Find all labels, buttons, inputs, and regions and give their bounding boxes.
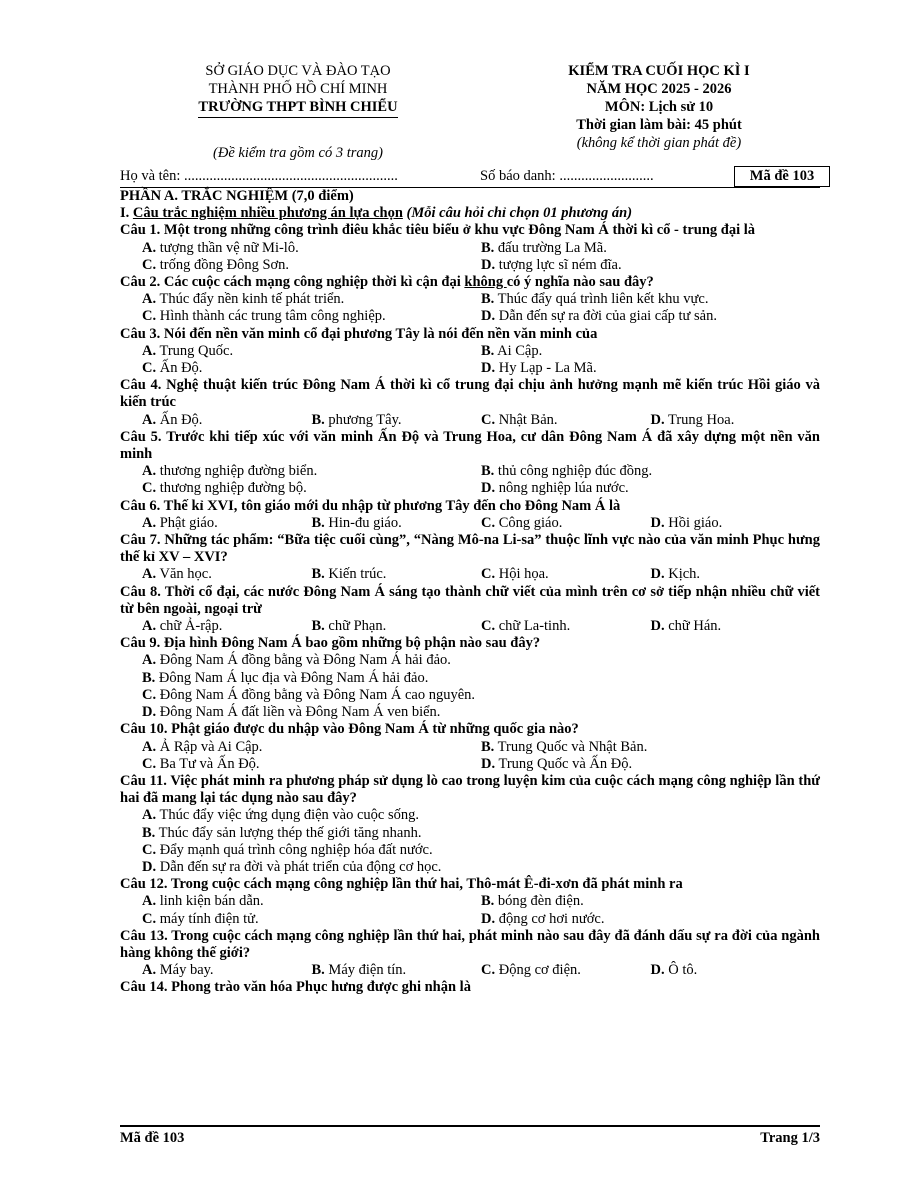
- option-1d[interactable]: [481, 257, 820, 274]
- question-3: Câu 3. Nói đến nền văn minh cổ đại phương Tây là nói đến nền văn minh của: [120, 325, 598, 342]
- question-9: Câu 9. Địa hình Đông Nam Á bao gồm những bộ phận nào sau đây?: [120, 635, 541, 652]
- option-letter: B.: [481, 239, 495, 256]
- option-1a[interactable]: [142, 240, 481, 257]
- option-text: Dẫn đến sự ra đời và phát triển của động cơ học.: [159, 858, 442, 875]
- option-letter: C.: [142, 686, 157, 703]
- option-letter: A.: [142, 652, 157, 669]
- option-text: Hồi giáo.: [668, 514, 723, 531]
- option-10b[interactable]: [481, 739, 820, 756]
- option-text: nông nghiệp lúa nước.: [498, 480, 629, 497]
- option-text: Ả Rập và Ai Cập.: [159, 738, 263, 755]
- duration-note: (không kể thời gian phát đề): [576, 135, 742, 151]
- question-14: Câu 14. Phong trào văn hóa Phục hưng được ghi nhận là: [120, 979, 471, 996]
- exam-code-box: Mã đề 103: [734, 166, 830, 187]
- option-letter: B.: [142, 824, 156, 841]
- city: THÀNH PHỐ HỒ CHÍ MINH: [208, 81, 388, 97]
- question-6: Câu 6. Thế kỉ XVI, tôn giáo mới du nhập từ phương Tây đến cho Đông Nam Á là: [120, 497, 621, 514]
- option-text: linh kiện bán dẫn.: [159, 893, 264, 910]
- option-text: đấu trường La Mã.: [497, 239, 607, 256]
- option-letter: D.: [650, 566, 665, 583]
- option-text: thương nghiệp đường biển.: [159, 463, 318, 480]
- option-text: không: [464, 274, 507, 291]
- option-11b[interactable]: [120, 825, 820, 842]
- option-7d[interactable]: [651, 566, 821, 583]
- option-letter: C.: [142, 360, 157, 377]
- option-6b[interactable]: [312, 515, 482, 532]
- option-letter: A.: [142, 342, 157, 359]
- option-5d[interactable]: [481, 480, 820, 497]
- option-text: chữ Ả-rập.: [159, 618, 223, 635]
- option-12b[interactable]: [481, 893, 820, 910]
- option-letter: A.: [142, 239, 157, 256]
- student-info: [120, 166, 820, 186]
- exam-title: KIỂM TRA CUỐI HỌC KÌ I: [568, 63, 750, 79]
- question-5: Câu 5. Trước khi tiếp xúc với văn minh Ấn Độ và Trung Hoa, cư dân Đông Nam Á đã xây dựng một nền văn minh: [120, 428, 820, 463]
- question-7: Câu 7. Những tác phẩm: “Bữa tiệc cuối cùng”, “Nàng Mô-na Li-sa” thuộc lĩnh vực nào của văn minh Phục hưng thế kỉ XV – XVI?: [120, 532, 820, 566]
- option-4b[interactable]: [312, 412, 482, 429]
- option-text: Đông Nam Á lục địa và Đông Nam Á hải đảo.: [158, 669, 429, 686]
- option-text: Hin-đu giáo.: [328, 514, 402, 531]
- header-left: [120, 62, 476, 118]
- option-8c[interactable]: [481, 618, 651, 635]
- option-text: thương nghiệp đường bộ.: [159, 480, 307, 497]
- option-letter: C.: [142, 308, 157, 325]
- option-11a[interactable]: [120, 807, 820, 824]
- option-text: chữ Phạn.: [328, 618, 387, 635]
- option-text: Trung Hoa.: [667, 411, 735, 428]
- question-2: [120, 274, 820, 291]
- option-text: Công giáo.: [498, 514, 563, 531]
- option-letter: D.: [481, 360, 496, 377]
- option-letter: D.: [142, 704, 157, 721]
- option-2d[interactable]: [481, 308, 820, 325]
- option-text: Phật giáo.: [159, 514, 218, 531]
- option-3b[interactable]: [481, 343, 820, 360]
- option-letter: D.: [650, 962, 665, 979]
- option-letter: C.: [481, 962, 496, 979]
- option-9a[interactable]: [120, 652, 820, 669]
- option-9c[interactable]: [120, 687, 820, 704]
- option-letter: B.: [481, 342, 495, 359]
- option-letter: D.: [481, 308, 496, 325]
- option-letter: B.: [311, 962, 325, 979]
- option-13c[interactable]: [481, 962, 651, 979]
- option-5a[interactable]: [142, 463, 481, 480]
- option-text: I.: [120, 205, 133, 222]
- option-letter: C.: [142, 910, 157, 927]
- header-right: [500, 62, 818, 152]
- option-10a[interactable]: [142, 739, 481, 756]
- option-text: Máy bay.: [159, 962, 214, 979]
- option-11c[interactable]: [120, 842, 820, 859]
- option-text: tượng thần vệ nữ Mi-lô.: [159, 239, 299, 256]
- section-title: PHẦN A. TRẮC NGHIỆM (7,0 điểm): [120, 188, 354, 204]
- option-text: Trung Quốc và Ấn Độ.: [498, 755, 633, 772]
- option-text: Thúc đẩy việc ứng dụng điện vào cuộc sống.: [159, 807, 420, 824]
- option-text: Đông Nam Á đồng bằng và Đông Nam Á cao nguyên.: [159, 686, 476, 703]
- option-text: Hy Lạp - La Mã.: [498, 360, 597, 377]
- option-10d[interactable]: [481, 756, 820, 773]
- option-9b[interactable]: [120, 670, 820, 687]
- option-letter: C.: [481, 411, 496, 428]
- option-letter: D.: [650, 618, 665, 635]
- option-10c[interactable]: [142, 756, 481, 773]
- option-letter: A.: [142, 893, 157, 910]
- option-text: Câu trắc nghiệm nhiều phương án lựa chọn: [132, 205, 403, 222]
- option-letter: A.: [142, 738, 157, 755]
- option-text: Động cơ điện.: [498, 962, 581, 979]
- option-text: Nhật Bản.: [498, 411, 558, 428]
- option-7a[interactable]: [142, 566, 312, 583]
- option-text: Kiến trúc.: [328, 566, 387, 583]
- option-text: Ai Cập.: [497, 342, 543, 359]
- option-9d[interactable]: [120, 704, 820, 721]
- option-text: chữ Hán.: [668, 618, 722, 635]
- option-letter: B.: [481, 463, 495, 480]
- option-4d[interactable]: [651, 412, 821, 429]
- option-letter: A.: [142, 514, 157, 531]
- option-11d[interactable]: [120, 859, 820, 876]
- option-5c[interactable]: [142, 480, 481, 497]
- option-5b[interactable]: [481, 463, 820, 480]
- option-letter: C.: [481, 618, 496, 635]
- option-text: có ý nghĩa nào sau đây?: [506, 274, 654, 291]
- option-12d[interactable]: [481, 911, 820, 928]
- option-text: Ấn Độ.: [159, 360, 203, 377]
- option-letter: C.: [481, 514, 496, 531]
- section-subtitle: [120, 205, 820, 222]
- option-text: trống đồng Đông Sơn.: [159, 256, 290, 273]
- option-8a[interactable]: [142, 618, 312, 635]
- footer-divider: [120, 1125, 820, 1127]
- option-text: Câu 2. Các cuộc cách mạng công nghiệp thời kì cận đại: [120, 274, 465, 291]
- option-1c[interactable]: [142, 257, 481, 274]
- option-letter: B.: [142, 669, 156, 686]
- option-text: Thúc đẩy sản lượng thép thế giới tăng nhanh.: [158, 824, 422, 841]
- option-text: Thúc đẩy quá trình liên kết khu vực.: [497, 291, 709, 308]
- option-text: Văn học.: [159, 566, 212, 583]
- option-text: Dẫn đến sự ra đời của giai cấp tư sản.: [498, 308, 717, 325]
- option-text: (Mỗi câu hỏi chỉ chọn 01 phương án): [402, 205, 633, 222]
- option-3a[interactable]: [142, 343, 481, 360]
- option-12c[interactable]: [142, 911, 481, 928]
- option-letter: D.: [650, 411, 665, 428]
- option-letter: B.: [311, 618, 325, 635]
- option-text: thủ công nghiệp đúc đồng.: [497, 463, 653, 480]
- option-text: Hội họa.: [498, 566, 549, 583]
- option-letter: A.: [142, 411, 157, 428]
- option-text: Đông Nam Á đồng bằng và Đông Nam Á hải đảo.: [159, 652, 451, 669]
- option-text: Ba Tư và Ấn Độ.: [159, 755, 260, 772]
- question-10: Câu 10. Phật giáo được du nhập vào Đông Nam Á từ những quốc gia nào?: [120, 721, 579, 738]
- option-text: Máy điện tín.: [328, 962, 407, 979]
- pages-note: (Đề kiểm tra gồm có 3 trang): [213, 145, 383, 161]
- option-text: chữ La-tinh.: [498, 618, 571, 635]
- option-letter: D.: [481, 256, 496, 273]
- option-8b[interactable]: [312, 618, 482, 635]
- option-text: động cơ hơi nước.: [498, 910, 605, 927]
- option-letter: A.: [142, 962, 157, 979]
- option-12a[interactable]: [142, 893, 481, 910]
- option-13d[interactable]: [651, 962, 821, 979]
- option-text: Hình thành các trung tâm công nghiệp.: [159, 308, 386, 325]
- option-letter: D.: [481, 755, 496, 772]
- option-letter: D.: [650, 514, 665, 531]
- question-8: Câu 8. Thời cổ đại, các nước Đông Nam Á sáng tạo thành chữ viết của mình trên cơ sở tiếp nhận nhiều chữ viết từ bên ngoài, ngoại trừ: [120, 583, 820, 617]
- school-year: NĂM HỌC 2025 - 2026: [586, 81, 732, 97]
- exam-content: [120, 188, 820, 997]
- question-1: Câu 1. Một trong những công trình điêu khắc tiêu biểu ở khu vực Đông Nam Á thời kì cổ - trung đại là: [120, 222, 756, 239]
- option-letter: A.: [142, 566, 157, 583]
- option-letter: D.: [481, 480, 496, 497]
- option-letter: C.: [142, 256, 157, 273]
- option-7c[interactable]: [481, 566, 651, 583]
- option-text: phương Tây.: [328, 411, 402, 428]
- option-text: Ấn Độ.: [159, 411, 203, 428]
- option-letter: B.: [311, 411, 325, 428]
- student-name-field[interactable]: Họ và tên: ...........................................................: [120, 168, 398, 184]
- option-letter: B.: [481, 893, 495, 910]
- option-letter: B.: [481, 291, 495, 308]
- department: SỞ GIÁO DỤC VÀ ĐÀO TẠO: [205, 63, 391, 79]
- option-letter: D.: [481, 910, 496, 927]
- option-13a[interactable]: [142, 962, 312, 979]
- option-2b[interactable]: [481, 291, 820, 308]
- option-6c[interactable]: [481, 515, 651, 532]
- option-text: máy tính điện tử.: [159, 910, 259, 927]
- option-text: tượng lực sĩ ném đĩa.: [498, 256, 622, 273]
- option-text: Kịch.: [668, 566, 701, 583]
- option-letter: A.: [142, 618, 157, 635]
- option-6a[interactable]: [142, 515, 312, 532]
- footer-page-number: Trang 1/3: [760, 1130, 820, 1146]
- option-text: Thúc đẩy nền kinh tế phát triển.: [159, 291, 345, 308]
- option-text: Ô tô.: [668, 962, 698, 979]
- option-6d[interactable]: [651, 515, 821, 532]
- option-letter: C.: [481, 566, 496, 583]
- option-letter: C.: [142, 841, 157, 858]
- duration: Thời gian làm bài: 45 phút: [576, 117, 742, 133]
- option-letter: B.: [311, 514, 325, 531]
- option-7b[interactable]: [312, 566, 482, 583]
- option-8d[interactable]: [651, 618, 821, 635]
- option-4c[interactable]: [481, 412, 651, 429]
- footer-exam-code: Mã đề 103: [120, 1130, 185, 1146]
- option-text: Đông Nam Á đất liền và Đông Nam Á ven biển.: [159, 704, 441, 721]
- school-name: TRƯỜNG THPT BÌNH CHIỂU: [198, 98, 397, 118]
- question-12: Câu 12. Trong cuộc cách mạng công nghiệp lần thứ hai, Thô-mát Ê-đi-xơn đã phát minh ra: [120, 876, 683, 893]
- option-letter: A.: [142, 463, 157, 480]
- option-text: Trung Quốc.: [159, 342, 234, 359]
- option-text: Trung Quốc và Nhật Bản.: [497, 738, 648, 755]
- option-text: bóng đèn điện.: [497, 893, 584, 910]
- option-letter: A.: [142, 807, 157, 824]
- question-11: Câu 11. Việc phát minh ra phương pháp sử dụng lò cao trong luyện kim của cuộc cách mạng công nghiệp lần thứ hai đã mang lại tác dụng nào sau đây?: [120, 772, 820, 807]
- option-letter: B.: [311, 566, 325, 583]
- option-2a[interactable]: [142, 291, 481, 308]
- student-id-field[interactable]: Số báo danh: ..........................: [480, 168, 654, 184]
- subject: MÔN: Lịch sử 10: [604, 99, 714, 115]
- question-13: Câu 13. Trong cuộc cách mạng công nghiệp lần thứ hai, phát minh nào sau đây đã đánh dấu sự ra đời của ngành hàng không thế giới?: [120, 927, 820, 961]
- option-letter: D.: [142, 858, 157, 875]
- option-letter: C.: [142, 480, 157, 497]
- option-letter: B.: [481, 738, 495, 755]
- option-4a[interactable]: [142, 412, 312, 429]
- option-text: Đẩy mạnh quá trình công nghiệp hóa đất nước.: [159, 841, 433, 858]
- option-1b[interactable]: [481, 240, 820, 257]
- option-3c[interactable]: [142, 360, 481, 377]
- option-letter: C.: [142, 755, 157, 772]
- option-3d[interactable]: [481, 360, 820, 377]
- option-13b[interactable]: [312, 962, 482, 979]
- option-2c[interactable]: [142, 308, 481, 325]
- option-letter: A.: [142, 291, 157, 308]
- question-4: Câu 4. Nghệ thuật kiến trúc Đông Nam Á thời kì cổ trung đại chịu ảnh hưởng mạnh mẽ kiến trúc Hồi giáo và kiến trúc: [120, 377, 820, 411]
